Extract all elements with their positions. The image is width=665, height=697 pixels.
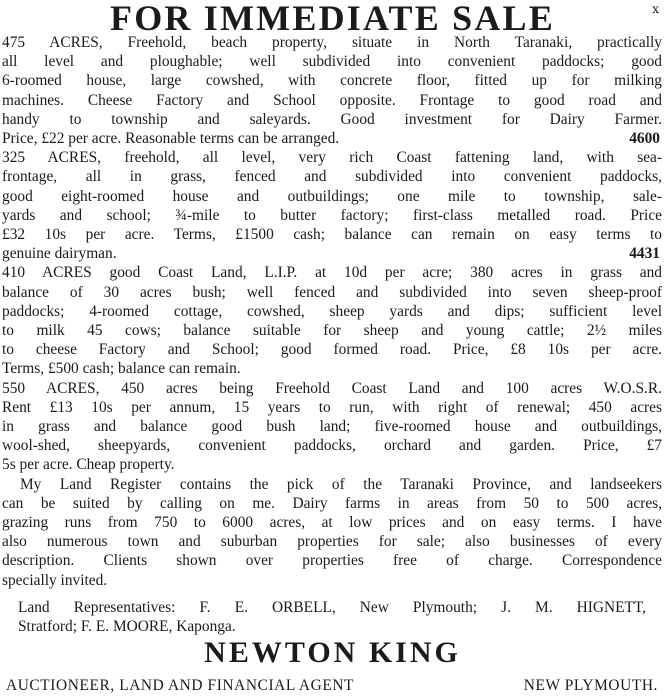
listing-line: frontage, all in grass, fenced and subdivided into convenient paddocks, — [2, 168, 662, 186]
listing-line: Terms, £500 cash; balance can remain. — [2, 360, 241, 378]
notice-line: description. Clients shown over properties free of charge. Correspondence — [2, 552, 662, 570]
listing-line: to cheese Factory and School; good formed road. Price, £8 10s per acre. — [2, 341, 662, 359]
listing-item — [0, 263, 662, 378]
listing-line: to milk 45 cows; balance suitable for sheep and young cattle; 2½ miles — [2, 322, 662, 340]
agent-title: AUCTIONEER, LAND AND FINANCIAL AGENT — [6, 677, 355, 694]
listing-item — [0, 379, 662, 475]
listing-line: 6-roomed house, large cowshed, with concrete floor, fitted up for milking — [2, 72, 662, 90]
representatives-line: Land Representatives: F. E. ORBELL, New Plymouth; J. M. HIGNETT, — [18, 599, 646, 616]
notice-line: specially invited. — [2, 571, 108, 589]
listing-line: 5s per acre. Cheap property. — [2, 456, 175, 474]
notice-line: also numerous town and suburban properties for sale; also businesses of every — [2, 533, 662, 551]
agent-location: NEW PLYMOUTH. — [523, 677, 658, 694]
notice-line: My Land Register contains the pick of the Taranaki Province, and landseekers — [20, 475, 662, 493]
headline: FOR IMMEDIATE SALE — [110, 0, 555, 38]
notice-line: grazing runs from 750 to 6000 acres, at low prices and on easy terms. I have — [2, 514, 662, 532]
listing-line: £32 10s per acre. Terms, £1500 cash; balance can remain on easy terms to — [2, 226, 662, 244]
listing-line: handy to township and saleyards. Good investment for Dairy Farmer. — [2, 110, 662, 128]
representatives-line: Stratford; F. E. MOORE, Kaponga. — [18, 618, 236, 636]
listing-line: yards and school; ¾-mile to butter factory; first-class metalled road. Price — [2, 206, 662, 224]
listing-line: in grass and balance good bush land; five-roomed house and outbuildings, — [2, 418, 662, 436]
listing-line — [2, 244, 662, 263]
listing-line: machines. Cheese Factory and School opposite. Frontage to good road and — [2, 91, 662, 109]
listing-item — [0, 33, 662, 148]
notice-line: can be suited by calling on me. Dairy farms in areas from 50 to 500 acres, — [2, 494, 662, 512]
listing-line: good eight-roomed house and outbuildings; one mile to township, sale- — [2, 187, 662, 205]
agent-name: NEWTON KING — [204, 636, 461, 669]
listing-line: 325 ACRES, freehold, all level, very rich Coast fattening land, with sea- — [2, 149, 662, 167]
listing-text: genuine dairyman. — [2, 245, 117, 263]
listing-reference-number: 4431 — [629, 245, 660, 263]
listing-text: Price, £22 per acre. Reasonable terms can be arranged. — [2, 130, 340, 148]
listing-line: 475 ACRES, Freehold, beach property, situate in North Taranaki, practically — [2, 34, 662, 51]
listing-line: all level and ploughable; well subdivided into convenient paddocks; good — [2, 53, 662, 71]
corner-mark: x — [652, 2, 659, 16]
listing-body — [0, 33, 662, 590]
footer — [6, 676, 658, 696]
listing-item — [0, 148, 662, 263]
land-representatives — [18, 598, 646, 636]
listing-line: wool-shed, sheepyards, convenient paddocks, orchard and garden. Price, £7 — [2, 437, 662, 455]
listing-reference-number: 4600 — [629, 130, 660, 148]
listing-line: 410 ACRES good Coast Land, L.I.P. at 10d per acre; 380 acres in grass and — [2, 264, 662, 282]
listing-line — [2, 129, 662, 148]
listing-line: paddocks; 4-roomed cottage, cowshed, sheep yards and dips; sufficient level — [2, 302, 662, 320]
land-register-notice — [0, 475, 662, 590]
listing-line: 550 ACRES, 450 acres being Freehold Coast Land and 100 acres W.O.S.R. — [2, 379, 662, 397]
listing-line: Rent £13 10s per annum, 15 years to run, with right of renewal; 450 acres — [2, 398, 662, 416]
listing-line: balance of 30 acres bush; well fenced and subdivided into seven sheep-proof — [2, 283, 662, 301]
